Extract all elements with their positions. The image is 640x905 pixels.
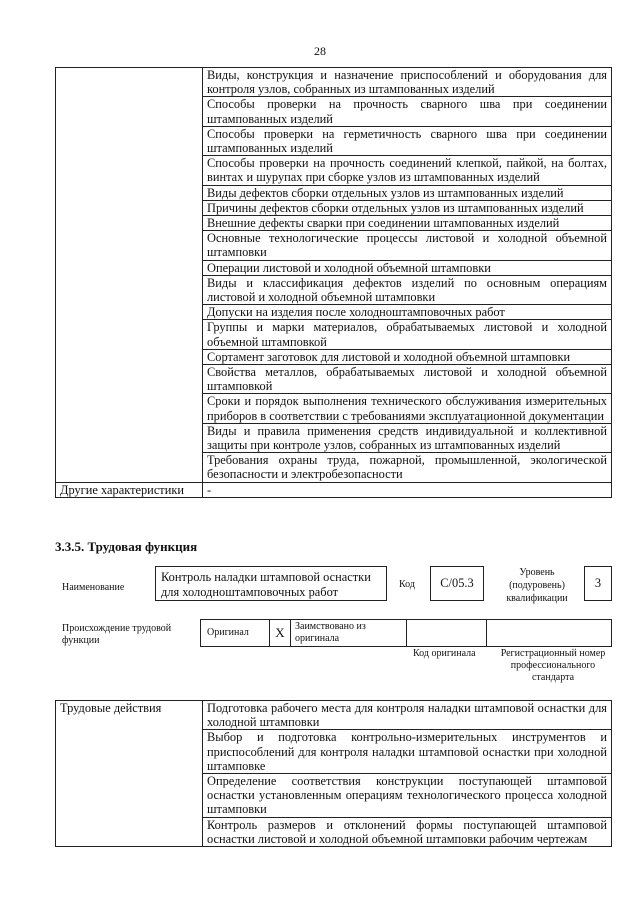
other-characteristics-value: -: [203, 482, 612, 497]
original-mark-cell: X: [269, 619, 291, 647]
knowledge-item: Операции листовой и холодной объемной штамповки: [203, 260, 612, 275]
table-row: [56, 68, 612, 97]
knowledge-item: Причины дефектов сборки отдельных узлов из штампованных изделий: [203, 200, 612, 215]
knowledge-item: Способы проверки на прочность соединений клепкой, пайкой, на болтах, винтах и шурупах при сборке узлов из штампованных изделий: [203, 156, 612, 185]
origin-label: Происхождение трудовой функции: [62, 623, 172, 646]
knowledge-item: Виды, конструкция и назначение приспособлений и оборудования для контроля узлов, собранных из штампованных изделий: [203, 68, 612, 97]
reg-number-label: Регистрационный номер профессионального стандарта: [500, 648, 606, 683]
knowledge-item: Допуски на изделия после холодноштамповочных работ: [203, 305, 612, 320]
knowledge-item: Виды и правила применения средств индивидуальной и коллективной защиты при контроле узлов, собранных из штампованных изделий: [203, 423, 612, 452]
labor-action-item: Определение соответствия конструкции поступающей штамповой оснастки установленным операциям технологического процесса холодной штамповки: [203, 774, 612, 818]
labor-actions-table: [55, 700, 612, 847]
knowledge-item: Способы проверки на прочность сварного шва при соединении штампованных изделий: [203, 97, 612, 126]
knowledge-item: Внешние дефекты сварки при соединении штампованных изделий: [203, 216, 612, 231]
code-label: Код: [399, 579, 415, 590]
knowledge-item: Свойства металлов, обрабатываемых листовой и холодной объемной штамповкой: [203, 365, 612, 394]
knowledge-item: Сроки и порядок выполнения технического обслуживания измерительных приборов в соответствии с требованиями эксплуатационной документации: [203, 394, 612, 423]
knowledge-item: Сортамент заготовок для листовой и холодной объемной штамповки: [203, 349, 612, 364]
knowledge-table: [55, 67, 612, 498]
function-name-box: Контроль наладки штамповой оснастки для холодноштамповочных работ: [155, 566, 387, 601]
page-number: 28: [314, 44, 326, 58]
knowledge-item: Группы и марки материалов, обрабатываемых листовой и холодной объемной штамповкой: [203, 320, 612, 349]
knowledge-label-cell: [56, 68, 203, 483]
knowledge-item: Виды и классификация дефектов изделий по основным операциям листовой и холодной объемной штамповки: [203, 275, 612, 304]
table-row: [56, 701, 612, 730]
function-code-box: С/05.3: [430, 566, 484, 601]
table-row: [56, 482, 612, 497]
code-original-label: Код оригинала: [413, 648, 476, 659]
other-characteristics-label: Другие характеристики: [56, 482, 203, 497]
labor-action-item: Контроль размеров и отклонений формы поступающей штамповой оснастки листовой и холодной объемной штамповки рабочим чертежам: [203, 817, 612, 846]
reg-number-cell: [486, 619, 612, 647]
name-label: Наименование: [62, 582, 125, 593]
knowledge-item: Основные технологические процессы листовой и холодной объемной штамповки: [203, 231, 612, 260]
knowledge-item: Виды дефектов сборки отдельных узлов из штампованных изделий: [203, 185, 612, 200]
labor-action-item: Подготовка рабочего места для контроля наладки штамповой оснастки для холодной штамповки: [203, 701, 612, 730]
labor-actions-label: Трудовые действия: [56, 701, 203, 847]
knowledge-item: Требования охраны труда, пожарной, промышленной, экологической безопасности и электробезопасности: [203, 453, 612, 482]
section-title: 3.3.5. Трудовая функция: [55, 539, 198, 554]
knowledge-item: Способы проверки на герметичность сварного шва при соединении штампованных изделий: [203, 126, 612, 155]
labor-action-item: Выбор и подготовка контрольно-измерительных инструментов и приспособлений для контроля наладки штамповой оснастки при холодной штамповке: [203, 730, 612, 774]
code-original-cell: [406, 619, 487, 647]
borrowed-cell: Заимствовано из оригинала: [290, 619, 407, 647]
original-cell: Оригинал: [200, 619, 270, 647]
level-value-box: 3: [584, 566, 612, 601]
level-label: Уровень (подуровень) квалификации: [506, 567, 568, 604]
